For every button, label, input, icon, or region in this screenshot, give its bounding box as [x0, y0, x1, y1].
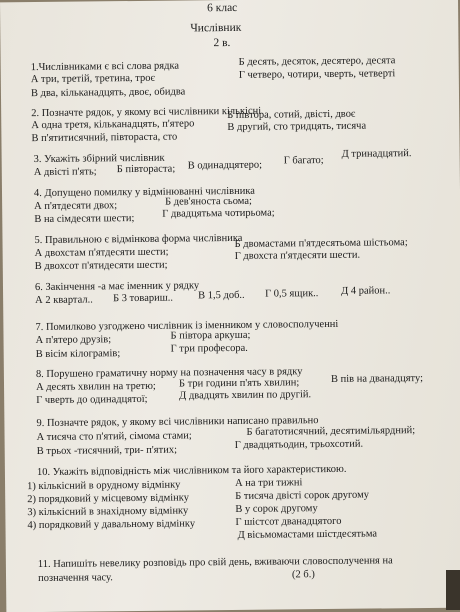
question-3-text: 3. Укажіть збірний числівник [34, 153, 165, 165]
question-3-option-e: Д тринадцятий. [342, 148, 412, 160]
question-6-option-b: Б 3 товариш.. [113, 293, 173, 305]
question-4-text: 4. Допущено помилку у відмінюванні числівника [34, 186, 255, 199]
question-2-text: 2. Позначте рядок, у якому всі числівники кількісні [31, 106, 261, 119]
question-5-option-a: А двохстам п'ятдесяти шести; [35, 247, 169, 259]
question-10-right-a: А на три тижні [235, 477, 302, 489]
question-10-left-3: 3) кількісний в знахідному відмінку [27, 505, 188, 518]
question-8-option-b: Б три години п'ять хвилин; [179, 377, 299, 389]
question-9-text: 9. Позначте рядок, у якому всі числівники написано правильно [36, 415, 318, 429]
question-10-text: 10. Укажіть відповідність між числівником та його характеристикою. [37, 464, 347, 478]
question-10-left-2: 2) порядковий у місцевому відмінку [27, 492, 189, 505]
question-6-option-d: Г 0,5 ящик.. [265, 288, 318, 300]
question-7-option-b: Б півтора аркуша; [170, 330, 250, 342]
question-5-option-c: В двохсот п'ятидесяти шести; [35, 260, 168, 272]
question-1-option-d: Г четверо, чотири, чверть, четверті [239, 68, 396, 81]
question-10-right-d: Г шістсот дванадцятого [235, 516, 341, 528]
question-9-option-b: Б багатотисячний, десятимільярдний; [246, 425, 415, 438]
question-7-option-a: А п'ятеро друзів; [35, 334, 111, 346]
question-6-option-e: Д 4 район.. [341, 285, 390, 297]
question-9-option-a: А тисяча сто п'ятий, сімома стами; [37, 430, 192, 443]
question-7-option-d: Г три професора. [171, 343, 248, 355]
question-4-option-d: Г двадцятьма чотирьома; [162, 208, 274, 220]
question-5-option-b: Б двомастами п'ятдесятьома шістьома; [235, 237, 408, 250]
question-1-option-b: Б десять, десяток, десятеро, десята [239, 55, 396, 68]
question-3-option-a: А двісті п'ять; [34, 166, 97, 178]
topic-title: Числівник [190, 22, 241, 35]
page-edge-shadow [446, 570, 460, 610]
question-5-option-d: Г двохста п'ятдесяти шести. [235, 250, 361, 262]
question-2-option-d: В другий, сто тридцять, тисяча [227, 121, 366, 133]
question-8-option-a: А десять хвилин на третю; [36, 381, 156, 393]
grade-label: 6 клас [207, 2, 237, 14]
variant-label: 2 в. [213, 37, 230, 49]
question-10-right-e: Д вісьмомастами шістдесятьма [238, 528, 378, 540]
question-4-option-c: В на сімдесяти шести; [34, 213, 134, 225]
question-2-option-c: В п'ятитисячний, півтораста, сто [31, 132, 177, 145]
question-6-text: 6. Закінчення -а має іменник у рядку [35, 280, 199, 293]
question-1-option-c: В два, кільканадцять, двоє, обидва [31, 86, 185, 99]
question-11-text: 11. Напишіть невелику розповідь про свій день, вживаючи словосполучення на [38, 555, 393, 570]
question-2-option-a: А одна третя, кільканадцять, п'ятеро [31, 118, 194, 131]
question-11-points: (2 б.) [292, 569, 315, 580]
question-3-option-b: Б півтораста; [117, 164, 176, 176]
question-9-option-c: В трьох -тисячний, три- п'ятих; [37, 445, 177, 457]
question-6-option-c: В 1,5 доб.. [198, 290, 245, 301]
question-10-left-4: 4) порядковий у давальному відмінку [27, 518, 195, 531]
question-8-option-d: Г чверть до одинадцятої; [36, 394, 147, 406]
question-7-text: 7. Помилково узгоджено числівник із іменником у словосполученні [35, 319, 338, 333]
question-8-option-e: Д двадцять хвилин по другій. [179, 389, 311, 401]
question-3-option-c: В одинадцятеро; [188, 160, 262, 172]
question-4-option-b: Б дев'яноста сьома; [165, 196, 252, 208]
question-7-option-c: В вісім кілограмів; [36, 348, 121, 360]
question-8-text: 8. Порушено граматичну норму на позначення часу в рядку [36, 366, 303, 380]
question-3-option-d: Г багато; [284, 155, 324, 166]
question-10-right-b: Б тисяча двісті сорок другому [235, 490, 369, 502]
question-1-option-a: А три, третій, третина, троє [31, 73, 155, 85]
question-6-option-a: А 2 квартал.. [35, 294, 93, 306]
question-1-text: 1.Числівниками є всі слова рядка [31, 61, 179, 74]
question-11-text-continued: позначення часу. [38, 572, 113, 584]
question-9-option-d: Г двадцятьодин, трьохсотий. [235, 439, 363, 451]
question-10-right-c: В у сорок другому [235, 503, 317, 515]
question-5-text: 5. Правильною є відмінкова форма числівника [34, 233, 242, 246]
question-8-option-c: В пів на дванадцяту; [331, 373, 423, 385]
question-2-option-b: Б півтора, сотий, двісті, двоє [227, 109, 355, 121]
question-10-left-1: 1) кількісний в орудному відмінку [27, 480, 180, 493]
question-4-option-a: А п'ятдесяти двох; [34, 200, 117, 212]
